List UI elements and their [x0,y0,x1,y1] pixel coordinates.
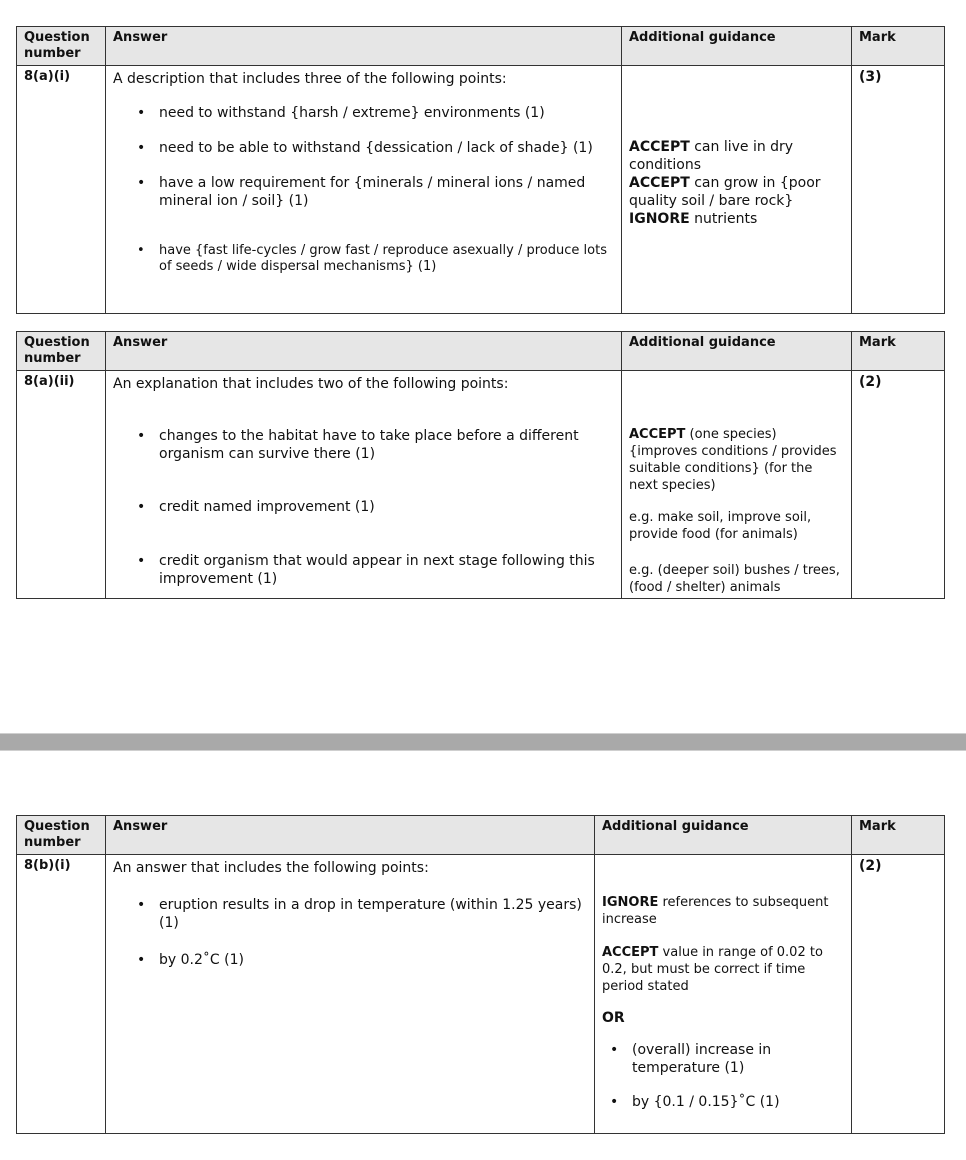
header-mark: Mark [852,816,945,855]
markscheme-table-8ai [16,26,945,314]
bullet-point: • have a low requirement for {minerals / mineral ions / named mineral ion / soil} (1) [137,175,586,209]
bullet-point: • by {0.1 / 0.15}˚C (1) [610,1094,780,1110]
markscheme-table-8bi [16,815,945,1134]
answer-cell [106,371,622,599]
answer-cell [106,66,622,314]
bullet-point: • eruption results in a drop in temperature (within 1.25 years) (1) [137,897,582,931]
markscheme-table-8aii [16,331,945,599]
header-question-number: Question number [17,27,106,66]
answer-intro: A description that includes three of the following points: [113,71,507,87]
bullet-point: • need to withstand {harsh / extreme} environments (1) [137,105,545,121]
bullet-text: eruption results in a drop in temperature (within 1.25 years) (1) [159,897,582,931]
header-mark: Mark [852,332,945,371]
header-mark: Mark [852,27,945,66]
or-label: OR [602,1010,625,1026]
guidance-note: IGNORE references to subsequent increase [602,895,829,927]
guidance-note: IGNORE nutrients [629,211,758,227]
bullet-point: • need to be able to withstand {dessication / lack of shade} (1) [137,140,593,156]
header-guidance: Additional guidance [595,816,852,855]
header-answer: Answer [106,27,622,66]
bullet-text: have a low requirement for {minerals / mineral ions / named mineral ion / soil} (1) [159,175,586,209]
header-guidance: Additional guidance [622,27,852,66]
guidance-note: e.g. (deeper soil) bushes / trees, (food / shelter) animals [629,563,840,595]
guidance-note: ACCEPT can grow in {poor quality soil / bare rock} [629,175,821,209]
question-number: 8(a)(i) [17,66,106,314]
header-answer: Answer [106,816,595,855]
mark-value: (2) [852,855,945,1134]
header-answer: Answer [106,332,622,371]
guidance-cell [595,855,852,1134]
bullet-text: need to withstand {harsh / extreme} environments (1) [159,105,545,121]
guidance-note: ACCEPT (one species) {improves conditions / provides suitable conditions} (for the next species) [629,427,837,493]
question-number: 8(b)(i) [17,855,106,1134]
bullet-text: have {fast life-cycles / grow fast / reproduce asexually / produce lots of seeds / wide dispersal mechanisms} (1) [159,243,607,274]
guidance-cell [622,66,852,314]
header-guidance: Additional guidance [622,332,852,371]
answer-cell [106,855,595,1134]
bullet-point: • changes to the habitat have to take place before a different organism can survive there (1) [137,428,579,462]
bullet-text: changes to the habitat have to take place before a different organism can survive there (1) [159,428,579,462]
guidance-note: ACCEPT value in range of 0.02 to 0.2, but must be correct if time period stated [602,945,823,994]
question-number: 8(a)(ii) [17,371,106,599]
mark-value: (3) [852,66,945,314]
answer-intro: An answer that includes the following points: [113,860,429,876]
guidance-note: e.g. make soil, improve soil, provide food (for animals) [629,510,812,542]
bullet-point: • (overall) increase in temperature (1) [610,1042,772,1076]
header-question-number: Question number [17,332,106,371]
header-question-number: Question number [17,816,106,855]
bullet-point: • credit organism that would appear in next stage following this improvement (1) [137,553,595,587]
bullet-text: by {0.1 / 0.15}˚C (1) [632,1094,780,1110]
mark-value: (2) [852,371,945,599]
guidance-note: ACCEPT can live in dry conditions [629,139,794,173]
bullet-text: (overall) increase in temperature (1) [632,1042,772,1076]
page-divider [0,733,966,751]
bullet-point: • by 0.2˚C (1) [137,952,244,968]
bullet-text: need to be able to withstand {dessication / lack of shade} (1) [159,140,593,156]
bullet-point: • credit named improvement (1) [137,499,375,515]
guidance-cell [622,371,852,599]
bullet-point: • have {fast life-cycles / grow fast / reproduce asexually / produce lots of seeds / wide dispersal mechanisms} (1) [137,243,607,274]
answer-intro: An explanation that includes two of the following points: [113,376,509,392]
bullet-text: by 0.2˚C (1) [159,952,244,968]
bullet-text: credit organism that would appear in next stage following this improvement (1) [159,553,595,587]
bullet-text: credit named improvement (1) [159,499,375,515]
